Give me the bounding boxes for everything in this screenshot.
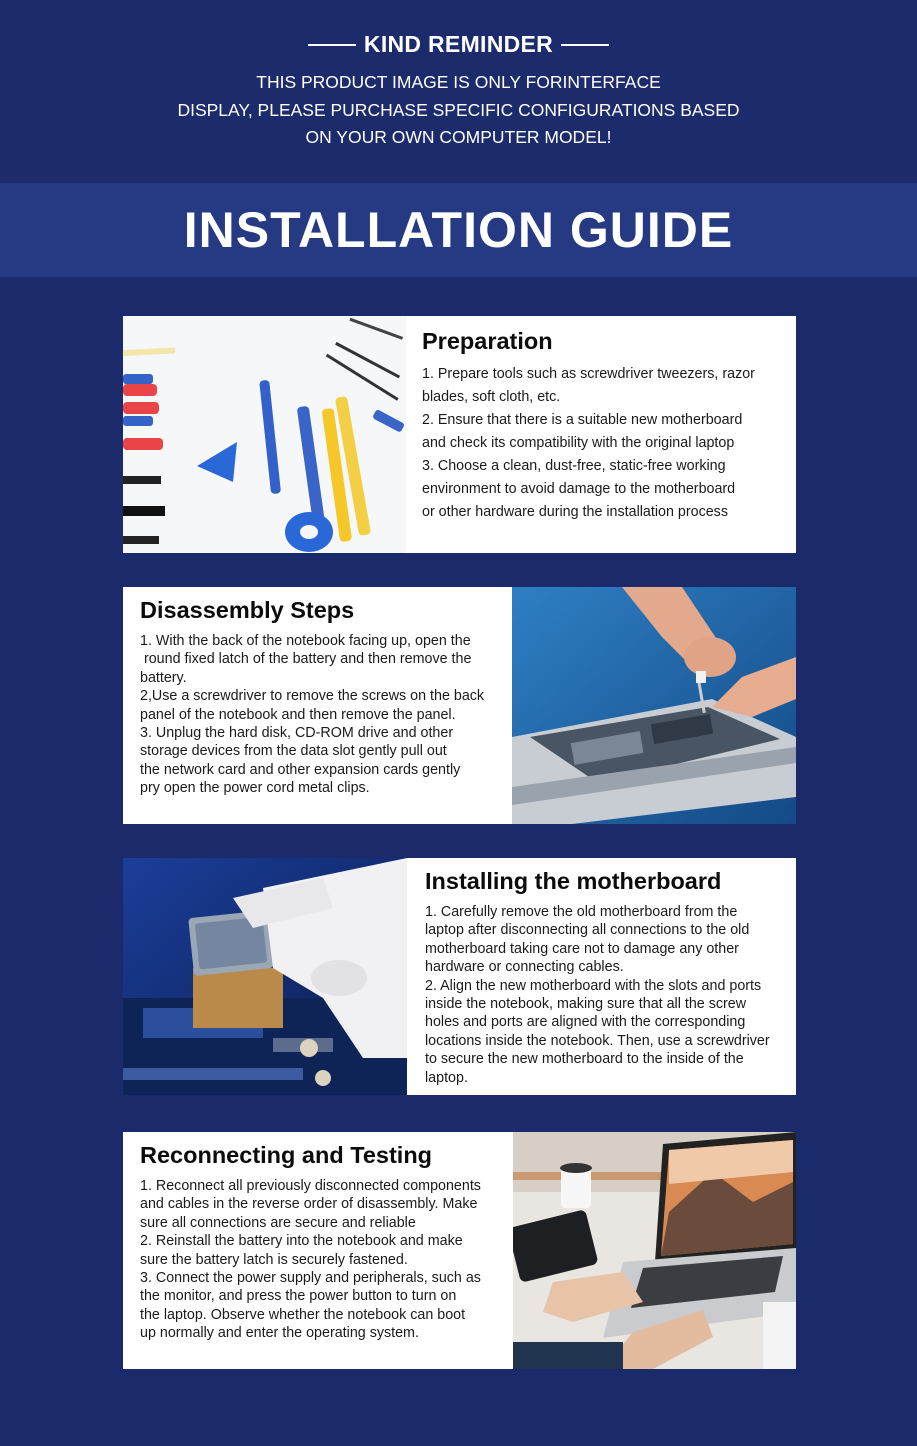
installing-card: [123, 858, 796, 1095]
body-line: sure the battery latch is securely fastened.: [140, 1251, 408, 1268]
body-line: 1. Carefully remove the old motherboard from the: [425, 904, 738, 920]
body-line: 2. Align the new motherboard with the slots and ports: [425, 977, 762, 994]
body-line: motherboard taking care not to damage any other: [425, 940, 739, 957]
left-dash-line: [308, 44, 356, 46]
body-line: environment to avoid damage to the motherboard: [422, 481, 736, 497]
body-line: 3. Connect the power supply and peripherals, such as: [140, 1270, 481, 1287]
body-line: round fixed latch of the battery and then remove the: [140, 651, 472, 668]
body-line: laptop.: [425, 1069, 468, 1086]
installing-text: [425, 868, 793, 1087]
reminder-title: KIND REMINDER: [363, 31, 554, 57]
disassembly-card: [123, 587, 796, 824]
body-line: 1. Prepare tools such as screwdriver tweezers, razor: [422, 366, 755, 382]
reminder-heading: [0, 31, 917, 58]
body-line: 3. Choose a clean, dust-free, static-free working: [422, 458, 726, 474]
page-title: INSTALLATION GUIDE: [183, 202, 734, 258]
body-line: to secure the new motherboard to the inside of the: [425, 1051, 744, 1068]
body-line: and cables in the reverse order of disassembly. Make: [140, 1196, 478, 1213]
laptop-repair-photo: [512, 587, 796, 824]
body-line: locations inside the notebook. Then, use a screwdriver: [425, 1032, 770, 1049]
right-dash-line: [561, 44, 609, 46]
motherboard-photo: [123, 858, 407, 1095]
body-line: 3. Unplug the hard disk, CD-ROM drive and other: [140, 725, 454, 742]
reconnecting-card: [123, 1132, 796, 1369]
body-line: 1. With the back of the notebook facing up, open the: [140, 633, 471, 649]
preparation-text: [422, 328, 792, 524]
reconnecting-text: [140, 1142, 514, 1343]
body-line: holes and ports are aligned with the corresponding: [425, 1014, 746, 1031]
reminder-text: [120, 69, 797, 152]
disassembly-text: [140, 597, 512, 798]
body-line: battery.: [140, 669, 187, 686]
preparation-card: [123, 316, 796, 553]
body-line: pry open the power cord metal clips.: [140, 780, 370, 797]
body-line: and check its compatibility with the original laptop: [422, 435, 735, 451]
section-body: [422, 363, 792, 524]
body-line: the network card and other expansion cards gently: [140, 761, 461, 778]
section-title: Preparation: [422, 328, 553, 354]
reminder-line: THIS PRODUCT IMAGE IS ONLY FORINTERFACE: [256, 72, 661, 92]
installation-guide-band: [0, 183, 917, 277]
section-body: [425, 903, 793, 1087]
body-line: hardware or connecting cables.: [425, 959, 624, 976]
body-line: or other hardware during the installation process: [422, 504, 728, 520]
tools-photo: [123, 316, 406, 553]
body-line: inside the notebook, making sure that all the screw: [425, 996, 747, 1013]
body-line: laptop after disconnecting all connections to the old: [425, 922, 750, 939]
body-line: 2. Ensure that there is a suitable new motherboard: [422, 412, 743, 428]
body-line: 2. Reinstall the battery into the notebook and make: [140, 1233, 463, 1250]
section-title: Reconnecting and Testing: [140, 1142, 433, 1168]
body-line: up normally and enter the operating system.: [140, 1325, 419, 1342]
laptop-testing-photo: [513, 1132, 796, 1369]
body-line: sure all connections are secure and reliable: [140, 1214, 416, 1231]
body-line: the monitor, and press the power button to turn on: [140, 1288, 457, 1305]
section-title: Disassembly Steps: [140, 597, 355, 623]
body-line: blades, soft cloth, etc.: [422, 389, 561, 405]
section-title: Installing the motherboard: [425, 868, 722, 894]
section-body: [140, 1177, 514, 1343]
section-body: [140, 632, 512, 798]
reminder-line: DISPLAY, PLEASE PURCHASE SPECIFIC CONFIGURATIONS BASED: [177, 99, 740, 120]
body-line: storage devices from the data slot gently pull out: [140, 743, 447, 760]
body-line: 1. Reconnect all previously disconnected components: [140, 1178, 481, 1194]
kind-reminder-section: [0, 0, 917, 183]
body-line: the laptop. Observe whether the notebook can boot: [140, 1306, 466, 1323]
body-line: 2,Use a screwdriver to remove the screws on the back: [140, 688, 485, 705]
body-line: panel of the notebook and then remove the panel.: [140, 706, 456, 723]
reminder-line: ON YOUR OWN COMPUTER MODEL!: [305, 127, 612, 147]
